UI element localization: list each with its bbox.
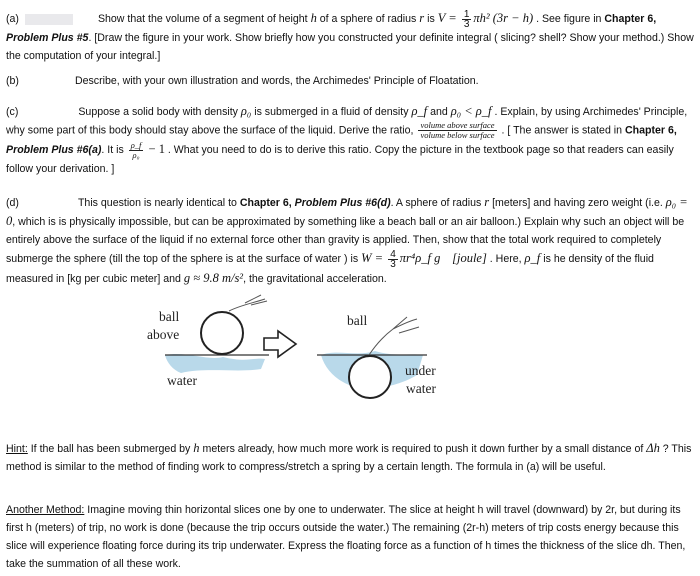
- part-a-text-4: . See figure in: [533, 13, 605, 25]
- label-under-water: water: [406, 381, 436, 396]
- redacted-area: [25, 14, 73, 25]
- part-d-label: (d): [6, 197, 19, 209]
- problem-ref: Problem Plus #6(d): [294, 197, 391, 209]
- right-hand-sketch: [369, 317, 419, 355]
- part-b: [6, 72, 694, 90]
- part-a-instructions: . [Draw the figure in your work. Show briefly how you constructed your definite integral ( slicing? shell? Show your method.) Show the computation of your integral.]: [6, 31, 694, 62]
- hint-text-1: If the ball has been submerged by: [27, 443, 194, 455]
- work-formula-lhs: W =: [361, 251, 387, 265]
- another-method-label: Another Method:: [6, 504, 85, 516]
- part-c-label: (c): [6, 106, 19, 118]
- label-ball-above-2: above: [147, 327, 180, 342]
- delta-h: Δh: [646, 441, 660, 455]
- another-method-section: [6, 501, 694, 573]
- chapter-ref: Chapter 6,: [604, 13, 657, 25]
- rho-f: ρ_f: [524, 251, 541, 265]
- part-d-text-2: . A sphere of radius: [390, 197, 485, 209]
- part-d-text-4: , which is is physically impossible, but can be approximated by something like a beach ball or an air balloon.) Explain why such an object will be entirely above the surface of the liquid if no external force other than gravity is applied. Then, show that the total work required to completely submerge the sphere (till the top of the sphere is at the surface of water ) is: [6, 216, 685, 265]
- answer-tail: − 1: [145, 142, 165, 156]
- part-d-text-3: [meters] and having zero weight (i.e.: [489, 197, 666, 209]
- hint-label: Hint:: [6, 443, 28, 455]
- gravity-value: g ≈ 9.8 m/s²: [183, 270, 244, 285]
- part-c: [6, 102, 694, 178]
- four-thirds-fraction: $\frac{4}{3}$: [390, 248, 396, 270]
- volume-ratio-fraction: $\frac{\text{volume above surface}}{\text{volume below surface}}$: [420, 120, 495, 140]
- var-r: r: [484, 195, 490, 209]
- part-c-text-2: is submerged in a fluid of density: [251, 106, 412, 118]
- problem-ref: Problem Plus #6(a): [6, 144, 102, 156]
- rho-f: ρ_f: [411, 104, 428, 118]
- another-method-text: Imagine moving thin horizontal slices one by one to underwater. The slice at height h will travel (downward) by 2r, but during its first h (meters) of trip, no work is done (because the trip occurs outside the water.) The remaining (2r-h) meters of trip costs energy because this slice will experience floating force during its trip underwater. Express the floating force as a function of h times the thickness of the slice dh. Then, take the summation of all these work.: [6, 504, 686, 570]
- left-ball: [201, 312, 243, 354]
- part-d-text-1: This question is nearly identical to: [77, 197, 240, 209]
- volume-formula-rhs: πh² (3r − h): [473, 11, 534, 25]
- work-unit: [joule]: [452, 251, 487, 265]
- part-a-text-3: is: [424, 13, 438, 25]
- var-h: h: [310, 11, 317, 25]
- hint-section: [6, 439, 694, 476]
- figure-illustration: [137, 291, 479, 416]
- part-b-label: (b): [6, 75, 19, 87]
- part-c-text-3: and: [427, 106, 451, 118]
- part-d-text-5: . Here,: [486, 253, 522, 265]
- part-d: [6, 193, 694, 288]
- density-inequality: ρ₀ < ρ_f: [450, 104, 492, 118]
- part-d-text-6: is he density of the fluid measured in [kg per cubic meter] and: [6, 253, 654, 285]
- part-a-text-2: of a sphere of radius: [316, 13, 420, 25]
- chapter-ref: Chapter 6,: [239, 197, 295, 209]
- right-ball: [349, 356, 391, 398]
- label-water: water: [167, 373, 197, 388]
- part-d-text-7: , the gravitational acceleration.: [243, 272, 387, 285]
- volume-formula-lhs: V =: [437, 11, 460, 25]
- part-c-text-5: . [ The answer is stated in: [498, 124, 625, 137]
- label-under: under: [405, 363, 436, 378]
- hint-text-3: ? This method is similar to the method of finding work to compress/stretch a spring by a certain length. The formula in (a) will be useful.: [6, 443, 692, 473]
- part-c-text-4: . Explain, by using Archimedes' Principle, why some part of this body should stay above the surface of the liquid. Derive the ratio,: [6, 106, 688, 137]
- zero-density: ρ₀ = 0: [6, 195, 688, 228]
- answer-fraction: $\frac{\rho\_f}{\text{ρ₀}}$: [130, 139, 142, 160]
- problem-ref: Problem Plus #5: [6, 31, 89, 44]
- part-c-text-7: . What you need to do is to derive this ratio. Copy the picture in the textbook page so that readers can easily follow your derivation. ]: [6, 144, 674, 175]
- arrow-icon: [264, 331, 296, 357]
- chapter-ref: Chapter 6,: [624, 124, 677, 137]
- var-r: r: [419, 11, 425, 25]
- one-third-fraction: $\frac{1}{3}$: [463, 8, 470, 30]
- var-h: h: [193, 441, 200, 455]
- part-c-text-6: . It is: [101, 144, 127, 156]
- floating-ball-figure: [137, 291, 479, 416]
- rho-zero: ρ₀: [240, 104, 252, 118]
- hint-text-2: meters already, how much more work is required to push it down further by a small distance of: [199, 443, 647, 455]
- part-a-text: Show that the volume of a segment of height: [97, 13, 311, 25]
- work-formula-rhs: πr⁴ρ_f g: [399, 251, 441, 265]
- part-a-label: (a): [6, 13, 19, 25]
- label-ball-above-1: ball: [159, 309, 180, 324]
- part-c-text-1: Suppose a solid body with density: [78, 106, 241, 118]
- part-a: [6, 9, 694, 65]
- left-water-splash: [165, 354, 265, 373]
- part-b-text: Describe, with your own illustration and words, the Archimedes' Principle of Floatation.: [74, 75, 479, 87]
- label-ball-right: ball: [347, 313, 368, 328]
- left-hand-sketch: [229, 295, 267, 311]
